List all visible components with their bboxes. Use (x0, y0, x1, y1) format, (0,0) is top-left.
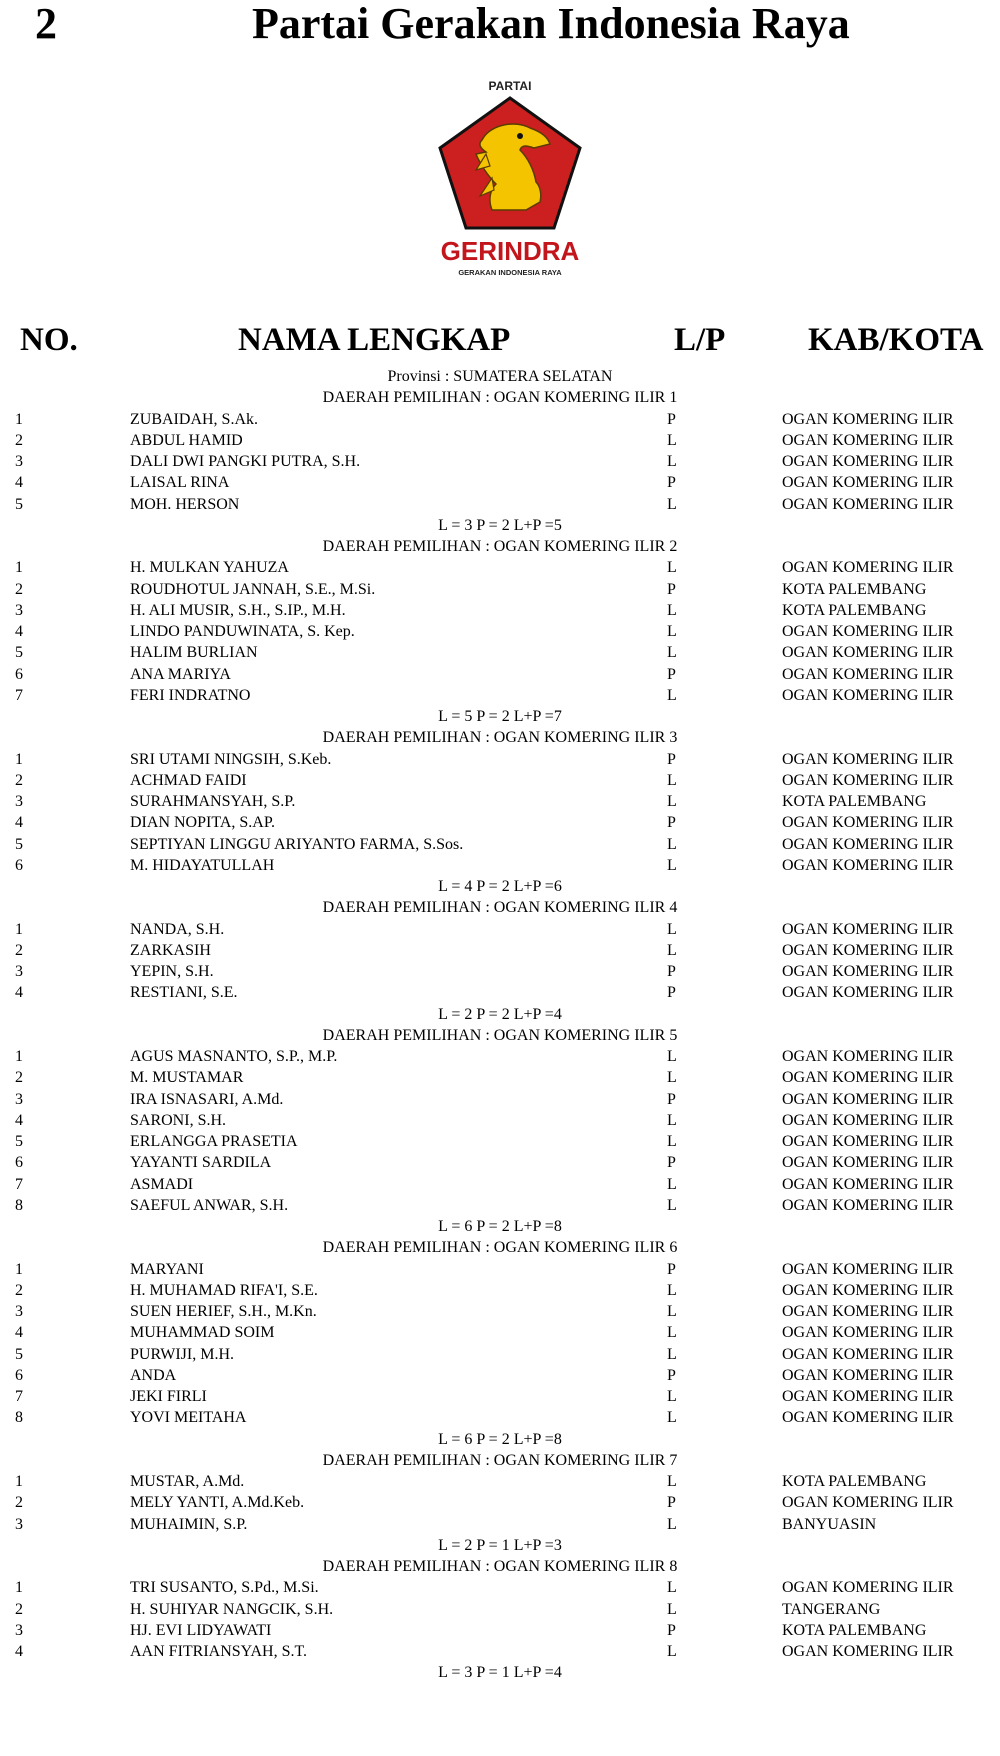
column-header-lp: L/P (674, 322, 726, 358)
candidate-name: MUHAIMIN, S.P. (130, 1515, 248, 1533)
candidate-name: H. ALI MUSIR, S.H., S.IP., M.H. (130, 601, 346, 619)
candidate-gender: L (667, 1388, 677, 1405)
candidate-name: SARONI, S.H. (130, 1111, 227, 1129)
table-row (0, 1344, 1000, 1365)
candidate-name: M. HIDAYATULLAH (130, 856, 275, 874)
candidate-no: 4 (15, 1643, 23, 1660)
district-title-row (0, 1450, 1000, 1471)
candidate-no: 6 (15, 1366, 23, 1384)
district-summary: L = 6 P = 2 L+P =8 (438, 1218, 562, 1235)
candidate-no: 5 (15, 1345, 23, 1363)
district-title: DAERAH PEMILIHAN : OGAN KOMERING ILIR 7 (322, 1451, 678, 1469)
district-title-row (0, 1237, 1000, 1258)
candidate-name: AAN FITRIANSYAH, S.T. (130, 1643, 308, 1660)
candidate-name: HJ. EVI LIDYAWATI (130, 1621, 272, 1639)
table-row (0, 600, 1000, 621)
candidate-no: 1 (15, 1473, 23, 1490)
candidate-regency: OGAN KOMERING ILIR (782, 1409, 954, 1427)
candidate-no: 3 (15, 793, 23, 810)
table-row (0, 409, 1000, 430)
candidate-regency: OGAN KOMERING ILIR (782, 1388, 954, 1405)
logo-name-text: GERINDRA (440, 236, 580, 266)
candidate-gender: L (667, 1515, 677, 1533)
candidate-regency: OGAN KOMERING ILIR (782, 920, 954, 938)
candidate-regency: OGAN KOMERING ILIR (782, 750, 954, 768)
candidate-name: DALI DWI PANGKI PUTRA, S.H. (130, 453, 361, 470)
candidate-no: 1 (15, 1048, 23, 1065)
candidate-name: AGUS MASNANTO, S.P., M.P. (130, 1048, 338, 1065)
district-title-row (0, 1025, 1000, 1046)
candidate-name: SRI UTAMI NINGSIH, S.Keb. (130, 750, 332, 768)
candidate-no: 4 (15, 1324, 23, 1342)
table-row (0, 1599, 1000, 1620)
candidate-gender: L (667, 856, 677, 874)
document-header (0, 0, 1000, 60)
candidate-name: JEKI FIRLI (130, 1388, 207, 1405)
candidate-gender: L (667, 431, 677, 449)
table-row (0, 451, 1000, 472)
table-row (0, 494, 1000, 515)
table-row (0, 1492, 1000, 1513)
district-summary-row (0, 1216, 1000, 1237)
district-title: DAERAH PEMILIHAN : OGAN KOMERING ILIR 2 (322, 538, 678, 555)
candidate-name: H. SUHIYAR NANGCIK, S.H. (130, 1600, 334, 1618)
candidate-regency: OGAN KOMERING ILIR (782, 1345, 954, 1363)
table-row (0, 1174, 1000, 1195)
candidate-no: 8 (15, 1409, 23, 1427)
candidate-gender: L (667, 1069, 677, 1087)
candidate-gender: L (667, 793, 677, 810)
table-row (0, 557, 1000, 578)
table-row (0, 1322, 1000, 1343)
candidate-name: IRA ISNASARI, A.Md. (130, 1090, 284, 1108)
column-header-no: NO. (20, 322, 78, 358)
district-summary: L = 2 P = 2 L+P =4 (438, 1005, 562, 1023)
table-row (0, 940, 1000, 961)
candidate-regency: OGAN KOMERING ILIR (782, 1090, 954, 1108)
candidate-gender: L (667, 1048, 677, 1065)
candidate-regency: OGAN KOMERING ILIR (782, 1579, 954, 1597)
candidate-no: 3 (15, 1090, 23, 1108)
candidate-regency: OGAN KOMERING ILIR (782, 814, 954, 832)
district-summary: L = 3 P = 2 L+P =5 (438, 516, 562, 534)
candidate-name: M. MUSTAMAR (130, 1069, 244, 1087)
candidate-no: 8 (15, 1196, 23, 1214)
candidate-no: 3 (15, 1515, 23, 1533)
table-row (0, 1046, 1000, 1067)
candidate-name: YEPIN, S.H. (130, 963, 214, 980)
candidate-no: 1 (15, 559, 23, 577)
candidate-name: SAEFUL ANWAR, S.H. (130, 1196, 289, 1214)
candidate-regency: KOTA PALEMBANG (782, 580, 927, 598)
candidate-regency: OGAN KOMERING ILIR (782, 1281, 954, 1299)
candidate-regency: OGAN KOMERING ILIR (782, 1069, 954, 1087)
candidate-regency: OGAN KOMERING ILIR (782, 623, 954, 640)
party-name: Partai Gerakan Indonesia Raya (252, 0, 850, 48)
candidate-no: 3 (15, 963, 23, 980)
candidate-regency: OGAN KOMERING ILIR (782, 1494, 954, 1512)
district-title-row (0, 897, 1000, 918)
province-row (0, 366, 1000, 387)
candidate-gender: L (667, 1409, 677, 1427)
table-row (0, 1386, 1000, 1407)
candidate-no: 3 (15, 1621, 23, 1639)
candidate-name: DIAN NOPITA, S.AP. (130, 814, 275, 832)
candidate-regency: BANYUASIN (782, 1515, 877, 1533)
table-row (0, 791, 1000, 812)
district-summary-row (0, 1429, 1000, 1450)
candidate-regency: KOTA PALEMBANG (782, 601, 927, 619)
candidate-name: H. MULKAN YAHUZA (130, 559, 289, 577)
table-row (0, 982, 1000, 1003)
candidate-regency: KOTA PALEMBANG (782, 1473, 927, 1490)
party-number: 2 (35, 0, 57, 48)
candidate-no: 2 (15, 1600, 23, 1618)
candidate-gender: P (667, 474, 676, 492)
district-summary: L = 2 P = 1 L+P =3 (438, 1536, 562, 1554)
table-row (0, 1280, 1000, 1301)
candidate-gender: P (667, 1090, 676, 1108)
candidate-name: ZARKASIH (130, 941, 211, 959)
candidate-gender: L (667, 1324, 677, 1342)
candidate-name: ZUBAIDAH, S.Ak. (130, 410, 258, 428)
candidate-gender: P (667, 1494, 676, 1512)
candidate-gender: L (667, 1600, 677, 1618)
candidate-name: MOH. HERSON (130, 495, 240, 513)
candidate-regency: OGAN KOMERING ILIR (782, 984, 954, 1002)
district-title-row (0, 727, 1000, 748)
candidate-name: ROUDHOTUL JANNAH, S.E., M.Si. (130, 580, 376, 598)
table-row (0, 812, 1000, 833)
candidate-gender: L (667, 1345, 677, 1363)
district-title: DAERAH PEMILIHAN : OGAN KOMERING ILIR 1 (322, 389, 678, 407)
candidate-gender: P (667, 580, 676, 598)
candidate-gender: L (667, 941, 677, 959)
district-summary-row (0, 706, 1000, 727)
candidate-name: MUSTAR, A.Md. (130, 1473, 245, 1490)
candidate-gender: P (667, 1154, 676, 1172)
candidate-regency: OGAN KOMERING ILIR (782, 665, 954, 683)
candidate-regency: OGAN KOMERING ILIR (782, 1048, 954, 1065)
candidate-gender: P (667, 963, 676, 980)
table-row (0, 1641, 1000, 1662)
candidate-no: 7 (15, 1175, 23, 1193)
candidate-name: YAYANTI SARDILA (130, 1154, 272, 1172)
candidate-regency: OGAN KOMERING ILIR (782, 1154, 954, 1172)
table-row (0, 1577, 1000, 1598)
candidate-gender: L (667, 644, 677, 662)
candidate-name: MARYANI (130, 1260, 204, 1278)
candidate-no: 1 (15, 750, 23, 768)
district-summary-row (0, 1662, 1000, 1683)
candidate-regency: OGAN KOMERING ILIR (782, 1366, 954, 1384)
candidate-regency: OGAN KOMERING ILIR (782, 559, 954, 577)
table-row (0, 430, 1000, 451)
candidate-name: FERI INDRATNO (130, 686, 251, 704)
candidate-regency: OGAN KOMERING ILIR (782, 835, 954, 853)
candidate-no: 2 (15, 771, 23, 789)
district-summary-row (0, 876, 1000, 897)
candidate-regency: OGAN KOMERING ILIR (782, 1196, 954, 1214)
candidate-name: SURAHMANSYAH, S.P. (130, 793, 296, 810)
table-row (0, 472, 1000, 493)
candidate-no: 2 (15, 1494, 23, 1512)
district-summary-row (0, 1535, 1000, 1556)
table-row (0, 1365, 1000, 1386)
candidate-gender: L (667, 1473, 677, 1490)
candidate-name: LINDO PANDUWINATA, S. Kep. (130, 623, 355, 640)
table-row (0, 1152, 1000, 1173)
candidate-gender: P (667, 750, 676, 768)
candidate-gender: P (667, 410, 676, 428)
table-row (0, 1195, 1000, 1216)
district-summary-row (0, 1004, 1000, 1025)
table-row (0, 1067, 1000, 1088)
district-title: DAERAH PEMILIHAN : OGAN KOMERING ILIR 8 (322, 1558, 678, 1575)
candidate-gender: L (667, 559, 677, 577)
candidate-gender: P (667, 1366, 676, 1384)
candidate-gender: L (667, 1579, 677, 1597)
candidate-no: 6 (15, 1154, 23, 1172)
candidate-gender: L (667, 771, 677, 789)
candidate-regency: OGAN KOMERING ILIR (782, 431, 954, 449)
table-row (0, 1620, 1000, 1641)
candidate-regency: KOTA PALEMBANG (782, 1621, 927, 1639)
candidate-gender: L (667, 601, 677, 619)
table-row (0, 1131, 1000, 1152)
candidate-no: 3 (15, 453, 23, 470)
column-header-kab: KAB/KOTA (808, 322, 984, 358)
candidate-regency: OGAN KOMERING ILIR (782, 495, 954, 513)
table-row (0, 1301, 1000, 1322)
candidate-regency: OGAN KOMERING ILIR (782, 644, 954, 662)
logo-top-text: PARTAI (488, 79, 532, 93)
candidate-name: LAISAL RINA (130, 474, 230, 492)
candidate-regency: OGAN KOMERING ILIR (782, 1133, 954, 1150)
table-row (0, 1514, 1000, 1535)
table-row (0, 642, 1000, 663)
candidate-regency: OGAN KOMERING ILIR (782, 1175, 954, 1193)
candidate-name: H. MUHAMAD RIFA'I, S.E. (130, 1281, 318, 1299)
candidate-name: ERLANGGA PRASETIA (130, 1133, 298, 1150)
district-summary-row (0, 515, 1000, 536)
candidate-name: SUEN HERIEF, S.H., M.Kn. (130, 1303, 317, 1320)
candidate-no: 5 (15, 644, 23, 662)
candidate-name: NANDA, S.H. (130, 920, 225, 938)
candidate-no: 5 (15, 835, 23, 853)
district-title: DAERAH PEMILIHAN : OGAN KOMERING ILIR 6 (322, 1239, 678, 1257)
district-title-row (0, 536, 1000, 557)
candidate-no: 2 (15, 580, 23, 598)
candidate-name: ABDUL HAMID (130, 431, 243, 449)
candidate-gender: L (667, 1111, 677, 1129)
candidate-no: 4 (15, 474, 23, 492)
candidate-name: MELY YANTI, A.Md.Keb. (130, 1494, 305, 1512)
candidate-regency: OGAN KOMERING ILIR (782, 686, 954, 704)
candidate-no: 3 (15, 1303, 23, 1320)
candidate-name: TRI SUSANTO, S.Pd., M.Si. (130, 1579, 319, 1597)
candidate-regency: OGAN KOMERING ILIR (782, 963, 954, 980)
candidate-no: 2 (15, 1281, 23, 1299)
candidate-name: YOVI MEITAHA (130, 1409, 247, 1427)
table-row (0, 579, 1000, 600)
candidate-name: RESTIANI, S.E. (130, 984, 238, 1002)
candidate-gender: L (667, 1196, 677, 1214)
candidate-regency: OGAN KOMERING ILIR (782, 1303, 954, 1320)
candidate-regency: OGAN KOMERING ILIR (782, 474, 954, 492)
table-row (0, 770, 1000, 791)
table-row (0, 961, 1000, 982)
candidate-name: SEPTIYAN LINGGU ARIYANTO FARMA, S.Sos. (130, 835, 464, 853)
table-row (0, 1259, 1000, 1280)
district-title-row (0, 387, 1000, 408)
candidate-regency: OGAN KOMERING ILIR (782, 453, 954, 470)
candidate-gender: P (667, 1260, 676, 1278)
table-row (0, 1407, 1000, 1428)
candidate-regency: OGAN KOMERING ILIR (782, 941, 954, 959)
candidate-regency: OGAN KOMERING ILIR (782, 771, 954, 789)
candidate-no: 2 (15, 941, 23, 959)
candidate-gender: L (667, 1281, 677, 1299)
candidate-name: ANDA (130, 1366, 177, 1384)
candidate-regency: OGAN KOMERING ILIR (782, 1260, 954, 1278)
candidate-name: ACHMAD FAIDI (130, 771, 247, 789)
candidate-name: PURWIJI, M.H. (130, 1345, 235, 1363)
province-label: Provinsi : SUMATERA SELATAN (387, 368, 613, 385)
candidate-name: HALIM BURLIAN (130, 644, 258, 662)
candidate-no: 4 (15, 623, 23, 640)
district-title: DAERAH PEMILIHAN : OGAN KOMERING ILIR 3 (322, 729, 678, 747)
candidate-no: 5 (15, 495, 23, 513)
candidate-gender: L (667, 453, 677, 470)
candidate-no: 1 (15, 1579, 23, 1597)
candidate-gender: L (667, 835, 677, 853)
table-row (0, 749, 1000, 770)
candidate-name: ANA MARIYA (130, 665, 231, 683)
candidate-regency: OGAN KOMERING ILIR (782, 856, 954, 874)
candidate-no: 2 (15, 1069, 23, 1087)
table-row (0, 1110, 1000, 1131)
candidate-no: 1 (15, 920, 23, 938)
candidate-name: MUHAMMAD SOIM (130, 1324, 275, 1342)
candidate-gender: L (667, 1303, 677, 1320)
candidate-list (0, 366, 1000, 1684)
candidate-no: 6 (15, 665, 23, 683)
candidate-gender: L (667, 1175, 677, 1193)
candidate-gender: P (667, 814, 676, 832)
candidate-gender: P (667, 984, 676, 1002)
candidate-no: 6 (15, 856, 23, 874)
candidate-name: ASMADI (130, 1175, 194, 1193)
candidate-no: 4 (15, 1111, 23, 1129)
candidate-regency: OGAN KOMERING ILIR (782, 1111, 954, 1129)
table-row (0, 664, 1000, 685)
candidate-no: 7 (15, 1388, 23, 1405)
candidate-gender: P (667, 665, 676, 683)
district-summary: L = 3 P = 1 L+P =4 (438, 1664, 562, 1682)
candidate-gender: L (667, 920, 677, 938)
district-summary: L = 6 P = 2 L+P =8 (438, 1430, 562, 1448)
candidate-no: 4 (15, 814, 23, 832)
table-row (0, 1471, 1000, 1492)
candidate-regency: OGAN KOMERING ILIR (782, 410, 954, 428)
table-row (0, 621, 1000, 642)
table-row (0, 919, 1000, 940)
candidate-no: 1 (15, 410, 23, 428)
table-row (0, 834, 1000, 855)
candidate-no: 4 (15, 984, 23, 1002)
gerindra-logo (430, 78, 590, 288)
candidate-gender: L (667, 495, 677, 513)
candidate-gender: L (667, 623, 677, 640)
candidate-gender: L (667, 1133, 677, 1150)
district-title: DAERAH PEMILIHAN : OGAN KOMERING ILIR 5 (322, 1026, 678, 1044)
candidate-no: 7 (15, 686, 23, 704)
candidate-gender: L (667, 1643, 677, 1660)
district-summary: L = 5 P = 2 L+P =7 (438, 708, 562, 725)
candidate-regency: TANGERANG (782, 1600, 881, 1618)
district-title: DAERAH PEMILIHAN : OGAN KOMERING ILIR 4 (322, 899, 678, 917)
table-row (0, 685, 1000, 706)
candidate-no: 3 (15, 601, 23, 619)
candidate-gender: L (667, 686, 677, 704)
candidate-no: 1 (15, 1260, 23, 1278)
district-summary: L = 4 P = 2 L+P =6 (438, 878, 562, 895)
candidate-no: 2 (15, 431, 23, 449)
column-header-name: NAMA LENGKAP (238, 322, 511, 358)
candidate-regency: OGAN KOMERING ILIR (782, 1643, 954, 1660)
candidate-no: 5 (15, 1133, 23, 1150)
candidate-regency: KOTA PALEMBANG (782, 793, 927, 810)
district-title-row (0, 1556, 1000, 1577)
table-row (0, 1089, 1000, 1110)
candidate-gender: P (667, 1621, 676, 1639)
candidate-regency: OGAN KOMERING ILIR (782, 1324, 954, 1342)
logo-sub-text: GERAKAN INDONESIA RAYA (458, 268, 562, 277)
table-row (0, 855, 1000, 876)
